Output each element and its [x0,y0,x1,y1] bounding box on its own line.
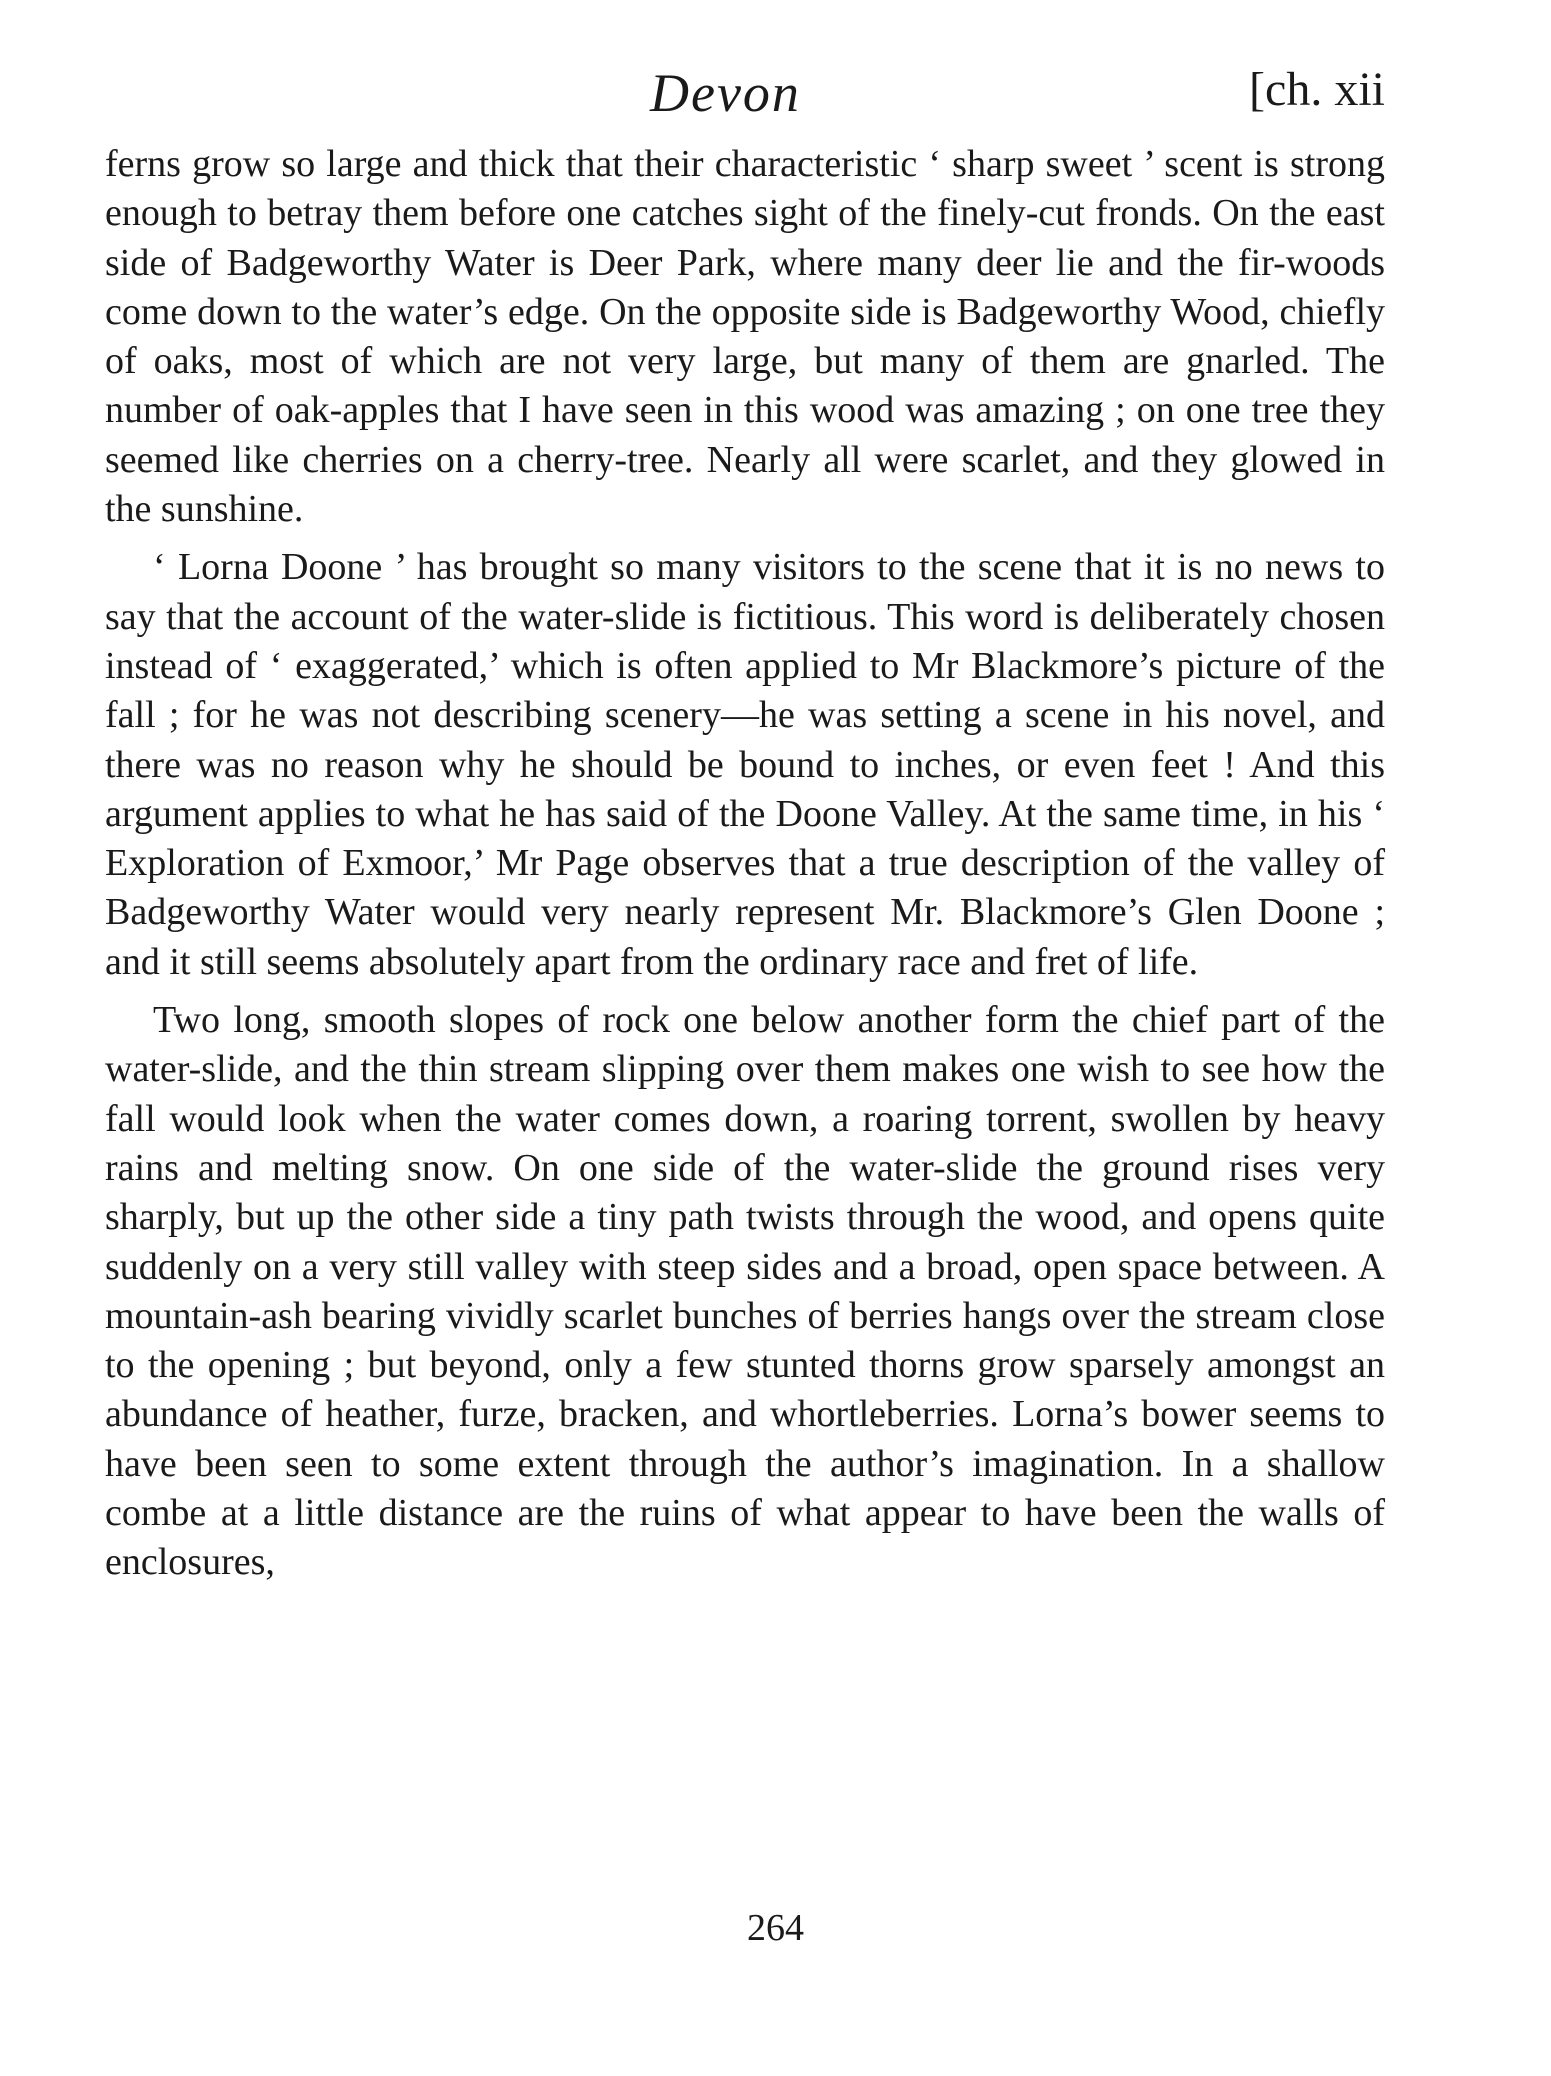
body-text [105,140,1385,1597]
paragraph-ferns: ferns grow so large and thick that their characteristic ‘ sharp sweet ’ scent is strong enough to betray them before one catches sight of the finely-cut fronds. On the east side of Badgeworthy Water is Deer Park, where many deer lie and the fir-woods come down to the water’s edge. On the opposite side is Badgeworthy Wood, chiefly of oaks, most of which are not very large, but many of them are gnarled. The number of oak-apples that I have seen in this wood was amazing ; on one tree they seemed like cherries on a cherry-tree. Nearly all were scarlet, and they glowed in the sunshine. [105,143,1385,531]
running-head-chapter: [ch. xii [1249,63,1385,116]
paragraph-water-slide: Two long, smooth slopes of rock one below another form the chief part of the water-slide, and the thin stream slipping over them makes one wish to see how the fall would look when the water comes down, a roaring torrent, swollen by heavy rains and melting snow. On one side of the water-slide the ground rises very sharply, but up the other side a tiny path twists through the wood, and opens quite suddenly on a very still valley with steep sides and a broad, open space between. A mountain-ash bearing vividly scarlet bunches of berries hangs over the stream close to the opening ; but beyond, only a few stunted thorns grow sparsely amongst an abundance of heather, furze, bracken, and whortleberries. Lorna’s bower seems to have been seen to some extent through the author’s imagination. In a shallow combe at a little distance are the ruins of what appear to have been the walls of enclosures, [105,999,1385,1584]
running-head [105,62,1385,132]
paragraph-lorna-doone: ‘ Lorna Doone ’ has brought so many visitors to the scene that it is no news to say that the account of the water-slide is fictitious. This word is deliberately chosen instead of ‘ exaggerated,’ which is often applied to Mr Blackmore’s picture of the fall ; for he was not describing scenery—he was setting a scene in his novel, and there was no reason why he should be bound to inches, or even feet ! And this argument applies to what he has said of the Doone Valley. At the same time, in his ‘ Exploration of Exmoor,’ Mr Page observes that a true description of the valley of Badgeworthy Water would very nearly represent Mr. Blackmore’s Glen Doone ; and it still seems absolutely apart from the ordinary race and fret of life. [105,546,1385,983]
page-number: 264 [747,1907,804,1949]
running-head-title: Devon [650,63,801,123]
